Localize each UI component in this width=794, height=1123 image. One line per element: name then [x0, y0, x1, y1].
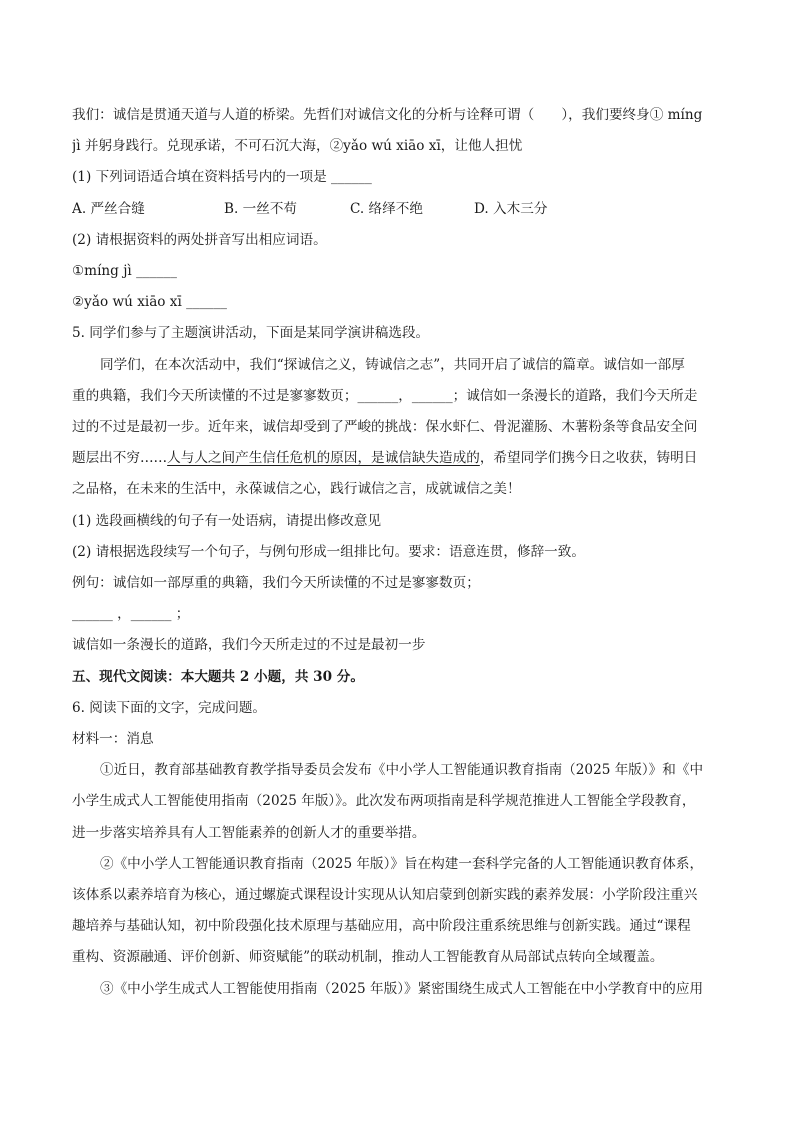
q6-para-2-line-1: ②《中小学人工智能通识教育指南（2025 年版）》旨在构建一套科学完备的人工智能通识教育体系，: [100, 855, 704, 872]
q5-example: 例句：诚信如一部厚重的典籍，我们今天所读懂的不过是寥寥数页；: [72, 575, 480, 592]
q6-para-2-line-3: 趣培养与基础认知，初中阶段强化技术原理与基础应用，高中阶段注重系统思维与创新实践。通过“课程: [72, 918, 691, 935]
q6-para-1-line-2: 小学生成式人工智能使用指南（2025 年版）》。此次发布两项指南是科学规范推进人工智能全学段教育，: [72, 793, 696, 810]
q6-para-3-line-1: ③《中小学生成式人工智能使用指南（2025 年版）》紧密围绕生成式人工智能在中小学教育中的应用: [100, 980, 704, 997]
underlined-sentence: 人与人之间产生信任危机的原因，是诚信缺失造成的: [167, 450, 480, 467]
option-b: B. 一丝不苟: [224, 200, 298, 217]
q4-sub2-answer-a: ①míng jì ______: [72, 263, 177, 280]
q4-intro-line-1: 我们：诚信是贯通天道与人道的桥梁。先哲们对诚信文化的分析与诠释可谓（ ），我们要终身① míng: [72, 107, 703, 123]
q5-passage-line-1: 同学们，在本次活动中，我们“探诚信之义，铸诚信之志”，共同开启了诚信的篇章。诚信如一部厚: [100, 356, 685, 373]
section-5-heading: [72, 662, 722, 693]
q5-passage-line-4: [72, 443, 722, 474]
option-d: D. 入木三分: [474, 200, 548, 217]
q5-blanks: ______ ，______ ；: [72, 606, 190, 623]
q5-passage-line-2: 重的典籍，我们今天所读懂的不过是寥寥数页；______，______；诚信如一条漫长的道路，我们今天所走: [72, 387, 698, 404]
q5-ending: 诚信如一条漫长的道路，我们今天所走过的不过是最初一步: [72, 637, 426, 654]
q4-intro-line-2: jì 并躬身践行。兑现承诺，不可石沉大海，②yǎo wú xiāo xī，让他人担忧: [72, 138, 523, 155]
q5-passage-post: ，希望同学们携今日之收获，铸明日: [479, 450, 698, 467]
q6-para-2-line-4: 重构、资源融通、评价创新、师资赋能”的联动机制，推动人工智能教育从局部试点转向全域覆盖。: [72, 949, 664, 966]
q6-para-1-line-1: ①近日，教育部基础教育教学指导委员会发布《中小学人工智能通识教育指南（2025 年版）》和《中: [100, 762, 704, 779]
q4-sub2-stem: (2) 请根据资料的两处拼音写出相应词语。: [72, 231, 327, 248]
q6-title: 6. 阅读下面的文字，完成问题。: [72, 699, 267, 716]
q5-title: 5. 同学们参与了主题演讲活动，下面是某同学演讲稿选段。: [72, 325, 430, 342]
q5-passage-line-3: 过的不过是最初一步。近年来，诚信却受到了严峻的挑战：保水虾仁、骨泥灌肠、木薯粉条等食品安全问: [72, 419, 698, 436]
section-5-detail: 本大题共 2 小题，共 30 分。: [180, 668, 364, 685]
q6-material-label: 材料一：消息: [72, 731, 154, 748]
q5-sub2: (2) 请根据选段续写一个句子，与例句形成一组排比句。要求：语意连贯，修辞一致。: [72, 543, 585, 560]
section-5-title: 五、现代文阅读：: [72, 668, 181, 685]
q4-sub1-options: [72, 194, 722, 225]
q4-sub1-stem: (1) 下列词语适合填在资料括号内的一项是 ______: [72, 169, 372, 186]
option-c: C. 络绎不绝: [350, 200, 423, 217]
q5-passage-pre: 题层出不穷……: [72, 450, 168, 467]
q4-sub2-answer-b: ②yǎo wú xiāo xī ______: [72, 294, 227, 311]
q6-para-1-line-3: 进一步落实培养具有人工智能素养的创新人才的重要举措。: [72, 824, 426, 841]
q5-sub1: (1) 选段画横线的句子有一处语病，请提出修改意见: [72, 512, 382, 529]
q6-para-2-line-2: 该体系以素养培育为核心，通过螺旋式课程设计实现从认知启蒙到创新实践的素养发展：小学阶段注重兴: [72, 887, 698, 904]
q5-passage-line-5: 之品格，在未来的生活中，永葆诚信之心，践行诚信之言，成就诚信之美！: [72, 481, 521, 498]
option-a: A. 严丝合缝: [72, 200, 145, 217]
